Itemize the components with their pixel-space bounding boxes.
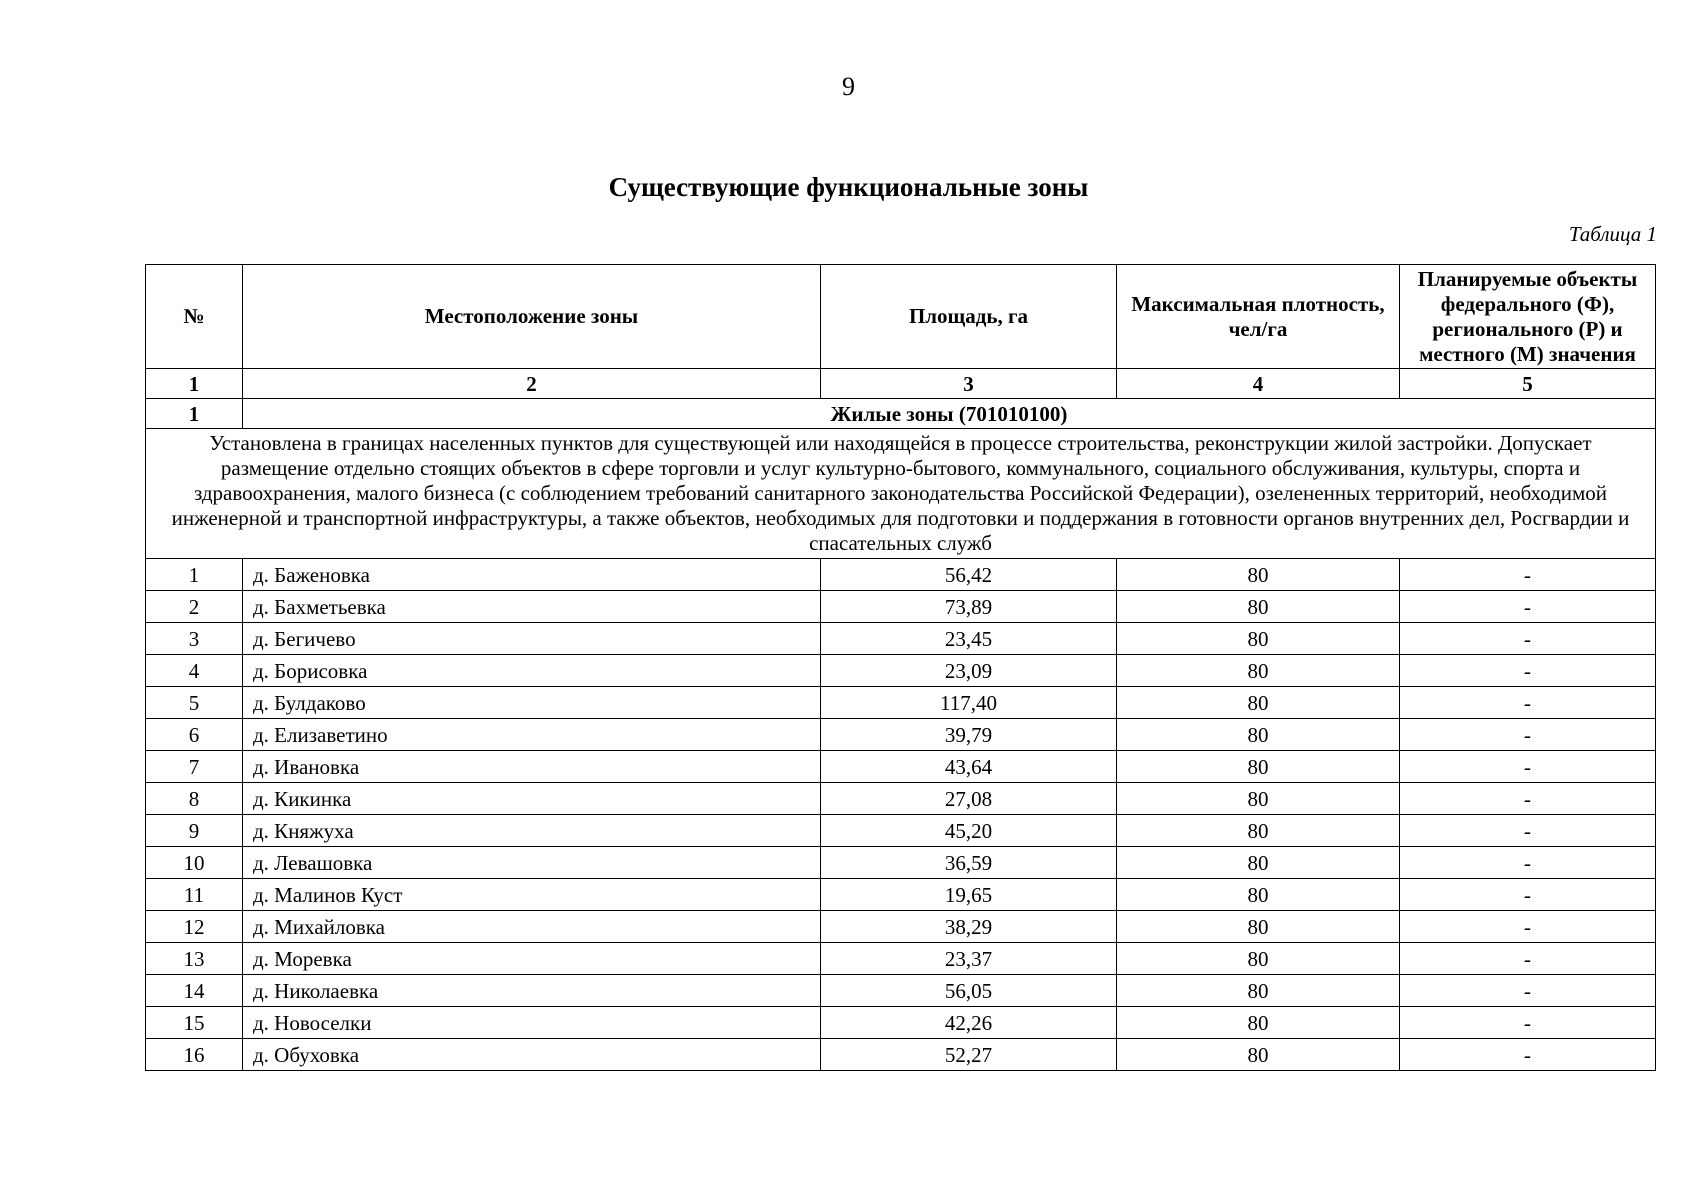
zone-number: 1 (146, 399, 243, 429)
row-density: 80 (1117, 879, 1400, 911)
table-row (146, 879, 1656, 911)
row-area: 19,65 (821, 879, 1117, 911)
table-row (146, 975, 1656, 1007)
row-location: д. Борисовка (243, 655, 821, 687)
row-area: 117,40 (821, 687, 1117, 719)
row-area: 23,45 (821, 623, 1117, 655)
row-density: 80 (1117, 815, 1400, 847)
row-objects: - (1400, 815, 1656, 847)
row-objects: - (1400, 751, 1656, 783)
table-row (146, 559, 1656, 591)
row-objects: - (1400, 879, 1656, 911)
row-area: 42,26 (821, 1007, 1117, 1039)
row-location: д. Бахметьевка (243, 591, 821, 623)
row-area: 52,27 (821, 1039, 1117, 1071)
column-number: 2 (243, 369, 821, 399)
row-number: 13 (146, 943, 243, 975)
table-row (146, 943, 1656, 975)
row-objects: - (1400, 1039, 1656, 1071)
table-row (146, 783, 1656, 815)
header-number: № (146, 265, 243, 369)
row-location: д. Михайловка (243, 911, 821, 943)
row-objects: - (1400, 847, 1656, 879)
row-density: 80 (1117, 1039, 1400, 1071)
row-number: 7 (146, 751, 243, 783)
row-area: 56,05 (821, 975, 1117, 1007)
row-objects: - (1400, 975, 1656, 1007)
row-area: 73,89 (821, 591, 1117, 623)
column-number: 3 (821, 369, 1117, 399)
row-objects: - (1400, 943, 1656, 975)
row-area: 36,59 (821, 847, 1117, 879)
row-objects: - (1400, 591, 1656, 623)
row-number: 11 (146, 879, 243, 911)
row-location: д. Левашовка (243, 847, 821, 879)
column-number-row (146, 369, 1656, 399)
row-number: 9 (146, 815, 243, 847)
row-objects: - (1400, 559, 1656, 591)
row-objects: - (1400, 719, 1656, 751)
row-density: 80 (1117, 623, 1400, 655)
zones-table (145, 264, 1656, 1071)
row-number: 14 (146, 975, 243, 1007)
row-density: 80 (1117, 591, 1400, 623)
zone-description-row (146, 429, 1656, 559)
header-area: Площадь, га (821, 265, 1117, 369)
row-density: 80 (1117, 847, 1400, 879)
row-location: д. Новоселки (243, 1007, 821, 1039)
column-number: 5 (1400, 369, 1656, 399)
row-number: 2 (146, 591, 243, 623)
row-density: 80 (1117, 975, 1400, 1007)
row-number: 12 (146, 911, 243, 943)
header-density: Максимальная плотность, чел/га (1117, 265, 1400, 369)
row-area: 38,29 (821, 911, 1117, 943)
row-objects: - (1400, 911, 1656, 943)
row-area: 45,20 (821, 815, 1117, 847)
row-number: 6 (146, 719, 243, 751)
row-number: 8 (146, 783, 243, 815)
page-number: 9 (842, 72, 855, 101)
row-location: д. Обуховка (243, 1039, 821, 1071)
zone-row (146, 399, 1656, 429)
row-location: д. Баженовка (243, 559, 821, 591)
table-row (146, 591, 1656, 623)
row-density: 80 (1117, 719, 1400, 751)
row-objects: - (1400, 655, 1656, 687)
row-density: 80 (1117, 655, 1400, 687)
row-density: 80 (1117, 687, 1400, 719)
table-row (146, 623, 1656, 655)
row-number: 15 (146, 1007, 243, 1039)
table-row (146, 687, 1656, 719)
row-location: д. Булдаково (243, 687, 821, 719)
row-number: 10 (146, 847, 243, 879)
row-location: д. Кикинка (243, 783, 821, 815)
row-location: д. Малинов Куст (243, 879, 821, 911)
row-location: д. Елизаветино (243, 719, 821, 751)
header-location: Местоположение зоны (243, 265, 821, 369)
row-location: д. Бегичево (243, 623, 821, 655)
page-title: Существующие функциональные зоны (608, 172, 1089, 202)
table-row (146, 655, 1656, 687)
table-row (146, 911, 1656, 943)
row-density: 80 (1117, 1007, 1400, 1039)
row-number: 3 (146, 623, 243, 655)
row-density: 80 (1117, 911, 1400, 943)
header-row (146, 265, 1656, 369)
column-number: 1 (146, 369, 243, 399)
row-location: д. Николаевка (243, 975, 821, 1007)
row-area: 43,64 (821, 751, 1117, 783)
row-density: 80 (1117, 559, 1400, 591)
row-location: д. Княжуха (243, 815, 821, 847)
row-number: 16 (146, 1039, 243, 1071)
row-area: 23,37 (821, 943, 1117, 975)
table-row (146, 1007, 1656, 1039)
row-number: 5 (146, 687, 243, 719)
row-area: 56,42 (821, 559, 1117, 591)
row-area: 39,79 (821, 719, 1117, 751)
row-objects: - (1400, 783, 1656, 815)
row-number: 1 (146, 559, 243, 591)
row-density: 80 (1117, 943, 1400, 975)
table-row (146, 719, 1656, 751)
row-density: 80 (1117, 783, 1400, 815)
row-area: 27,08 (821, 783, 1117, 815)
row-area: 23,09 (821, 655, 1117, 687)
table-row (146, 751, 1656, 783)
row-location: д. Моревка (243, 943, 821, 975)
table-row (146, 815, 1656, 847)
row-objects: - (1400, 1007, 1656, 1039)
row-location: д. Ивановка (243, 751, 821, 783)
zone-description: Установлена в границах населенных пунктов для существующей или находящейся в процессе строительства, реконструкции жилой застройки. Допускает размещение отдельно стоящих объектов в сфере торговли и услуг культурно-бытового, коммунального, социального обслуживания, культуры, спорта и здравоохранения, малого бизнеса (с соблюдением требований санитарного законодательства Российской Федерации), озелененных территорий, необходимой инженерной и транспортной инфраструктуры, а также объектов, необходимых для подготовки и поддержания в готовности органов внутренних дел, Росгвардии и спасательных служб (146, 429, 1656, 559)
row-objects: - (1400, 623, 1656, 655)
table-label: Таблица 1 (1568, 222, 1657, 246)
column-number: 4 (1117, 369, 1400, 399)
zone-title: Жилые зоны (701010100) (243, 399, 1656, 429)
row-number: 4 (146, 655, 243, 687)
table-row (146, 1039, 1656, 1071)
row-objects: - (1400, 687, 1656, 719)
row-density: 80 (1117, 751, 1400, 783)
header-objects: Планируемые объекты федерального (Ф), регионального (Р) и местного (М) значения (1400, 265, 1656, 369)
table-row (146, 847, 1656, 879)
